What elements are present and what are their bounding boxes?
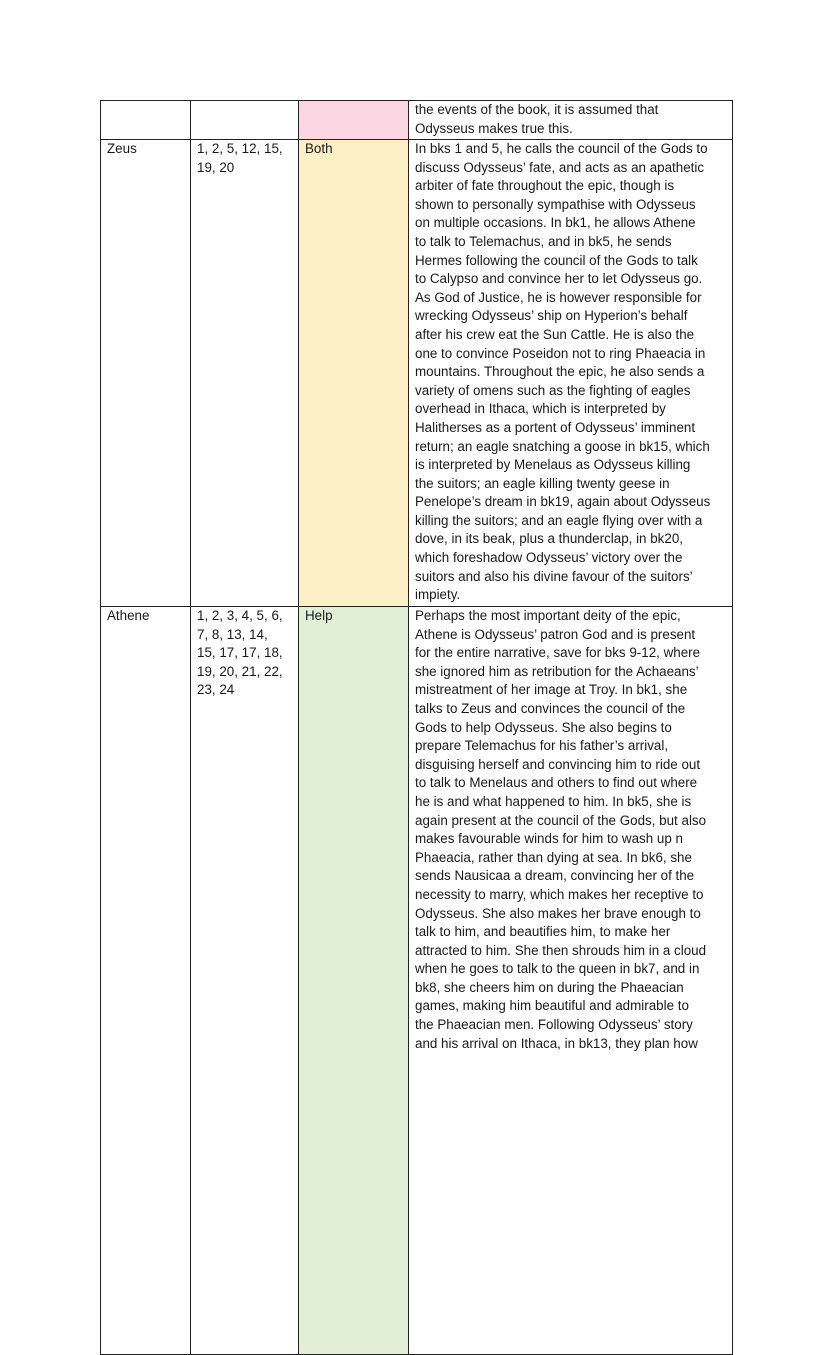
books-cell (191, 101, 299, 140)
deity-name-cell (101, 101, 191, 140)
description-cell (409, 140, 733, 607)
description-cell (409, 607, 733, 1355)
table-row (101, 140, 733, 607)
role-cell (299, 607, 409, 1355)
role-label: Help (305, 608, 333, 623)
description-text: the events of the book, it is assumed that Odysseus makes true this. (415, 102, 659, 136)
deity-name: Zeus (107, 141, 137, 156)
books-cell (191, 607, 299, 1355)
description-text: In bks 1 and 5, he calls the council of the Gods to discuss Odysseus’ fate, and acts as an apathetic arbiter of fate throughout the epic, though is shown to personally sympathise with Odysseus on multiple occasions. In bk1, he allows Athene to talk to Telemachus, and in bk5, he sends Hermes following the council of the Gods to talk to Calypso and convince her to let Odysseus go. As God of Justice, he is however responsible for wrecking Odysseus’ ship on Hyperion’s behalf after his crew eat the Sun Cattle. He is also the one to convince Poseidon not to ring Phaeacia in mountains. Throughout the epic, he also sends a variety of omens such as the fighting of eagles overhead in Ithaca, which is interpreted by Halitherses as a portent of Odysseus’ imminent return; an eagle snatching a goose in bk15, which is interpreted by Menelaus as Odysseus killing the suitors; an eagle killing twenty geese in Penelope’s dream in bk19, again about Odysseus killing the suitors; and an eagle flying over with a dove, in its beak, plus a thunderclap, in bk20, which foreshadow Odysseus’ victory over the suitors and also his divine favour of the suitors’ impiety. (415, 141, 711, 603)
table-row (101, 101, 733, 140)
deity-name: Athene (107, 608, 150, 623)
description-text: Perhaps the most important deity of the epic, Athene is Odysseus’ patron God and is present for the entire narrative, save for bks 9-12, where she ignored him as retribution for the Achaeans’ mistreatment of her image at Troy. In bk1, she talks to Zeus and convinces the council of the Gods to help Odysseus. She also begins to prepare Telemachus for his father’s arrival, disguising herself and convincing him to ride out to talk to Menelaus and others to find out where he is and what happened to him. In bk5, she is again present at the council of the Gods, but also makes favourable winds for him to wash up n Phaeacia, rather than dying at sea. In bk6, she sends Nausicaa a dream, convincing her of the necessity to marry, which makes her receptive to Odysseus. She also makes her brave enough to talk to him, and beautifies him, to make her attracted to him. She then shrouds him in a cloud when he goes to talk to the queen in bk7, and in bk8, she cheers him on during the Phaeacian games, making him beautiful and admirable to the Phaeacian men. Following Odysseus’ story and his arrival on Ithaca, in bk13, they plan how (415, 608, 707, 1051)
book-numbers: 1, 2, 5, 12, 15, 19, 20 (197, 141, 283, 175)
deity-name-cell (101, 140, 191, 607)
books-cell (191, 140, 299, 607)
description-cell (409, 101, 733, 140)
role-label: Both (305, 141, 333, 156)
book-numbers: 1, 2, 3, 4, 5, 6, 7, 8, 13, 14, 15, 17, 17, 18, 19, 20, 21, 22, 23, 24 (197, 608, 283, 698)
role-cell (299, 101, 409, 140)
deity-name-cell (101, 607, 191, 1355)
table-row (101, 607, 733, 1355)
role-cell (299, 140, 409, 607)
deity-table (100, 100, 733, 1355)
